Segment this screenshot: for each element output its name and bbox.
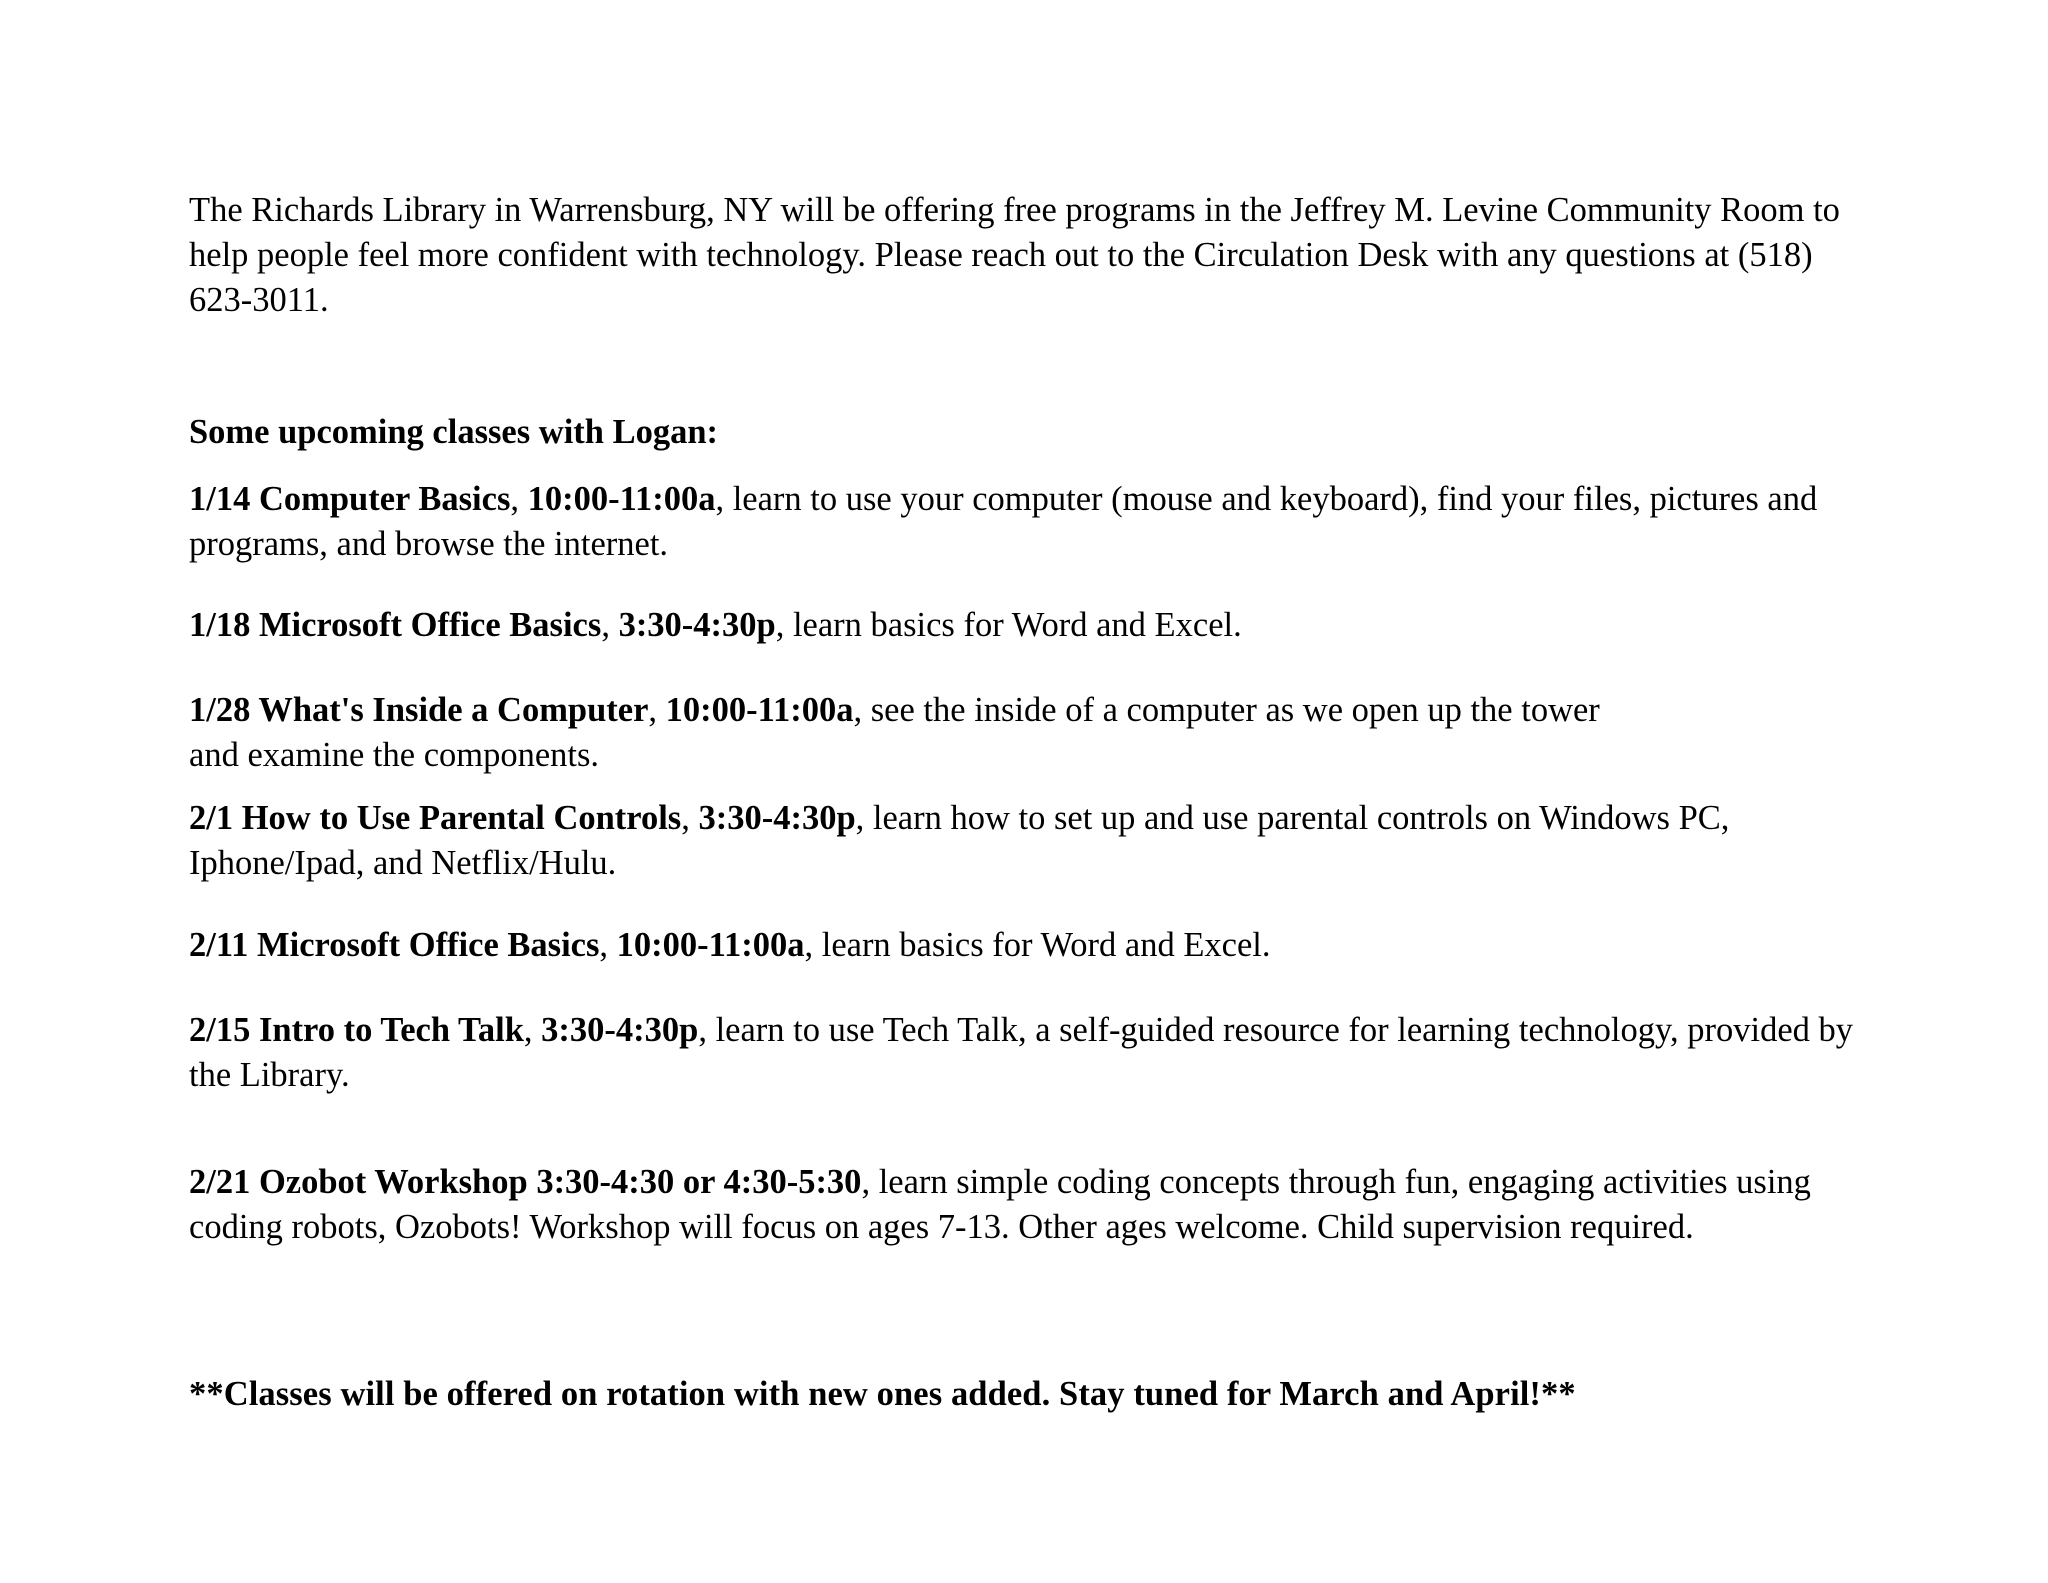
class-item xyxy=(189,1008,1889,1098)
class-separator: , xyxy=(523,1011,542,1049)
class-item xyxy=(189,796,1789,886)
class-time: 3:30-4:30p xyxy=(698,799,856,837)
intro-paragraph: The Richards Library in Warrensburg, NY will be offering free programs in the Jeffrey M. Levine Community Room to help people feel more confident with technology. Please reach out to the Circulation Desk with any questions at (518) 623-3011. xyxy=(189,191,1840,319)
class-description: , see the inside of a computer as we open up the tower and examine the components. xyxy=(189,691,1600,774)
class-title: 2/1 How to Use Parental Controls xyxy=(189,799,682,837)
class-separator: , xyxy=(510,480,528,518)
class-separator: , xyxy=(599,926,617,964)
class-time: 3:30-4:30p xyxy=(618,606,776,644)
class-item xyxy=(189,603,1889,648)
class-description: , learn simple coding concepts through fun, engaging activities using coding robots, Ozobots! Workshop will focus on ages 7-13. Other ages welcome. Child supervision required. xyxy=(189,1163,1811,1246)
class-item xyxy=(189,477,1889,567)
class-time: 3:30-4:30 or 4:30-5:30 xyxy=(536,1163,862,1201)
class-description: , learn basics for Word and Excel. xyxy=(775,606,1242,644)
classes-heading: Some upcoming classes with Logan: xyxy=(189,413,719,451)
class-time: 10:00-11:00a xyxy=(616,926,805,964)
class-title: 2/21 Ozobot Workshop xyxy=(189,1163,528,1201)
class-title: 1/14 Computer Basics xyxy=(189,480,511,518)
class-time: 3:30-4:30p xyxy=(541,1011,699,1049)
class-title: 1/28 What's Inside a Computer xyxy=(189,691,649,729)
class-description: , learn basics for Word and Excel. xyxy=(804,926,1271,964)
class-description: , learn to use Tech Talk, a self-guided resource for learning technology, provided by the Library. xyxy=(189,1011,1854,1094)
class-item xyxy=(189,688,1629,778)
class-separator: , xyxy=(601,606,619,644)
class-separator: , xyxy=(681,799,699,837)
class-time: 10:00-11:00a xyxy=(527,480,716,518)
class-separator: , xyxy=(648,691,666,729)
class-title: 2/11 Microsoft Office Basics xyxy=(189,926,600,964)
footer-note: **Classes will be offered on rotation with new ones added. Stay tuned for March and April!** xyxy=(189,1375,1576,1413)
class-time: 10:00-11:00a xyxy=(665,691,854,729)
class-item xyxy=(189,923,1889,968)
class-title: 1/18 Microsoft Office Basics xyxy=(189,606,602,644)
class-item xyxy=(189,1160,1869,1250)
class-description: , learn to use your computer (mouse and keyboard), find your files, pictures and programs, and browse the internet. xyxy=(189,480,1818,563)
class-title: 2/15 Intro to Tech Talk xyxy=(189,1011,524,1049)
class-description: , learn how to set up and use parental controls on Windows PC, Iphone/Ipad, and Netflix/Hulu. xyxy=(189,799,1730,882)
